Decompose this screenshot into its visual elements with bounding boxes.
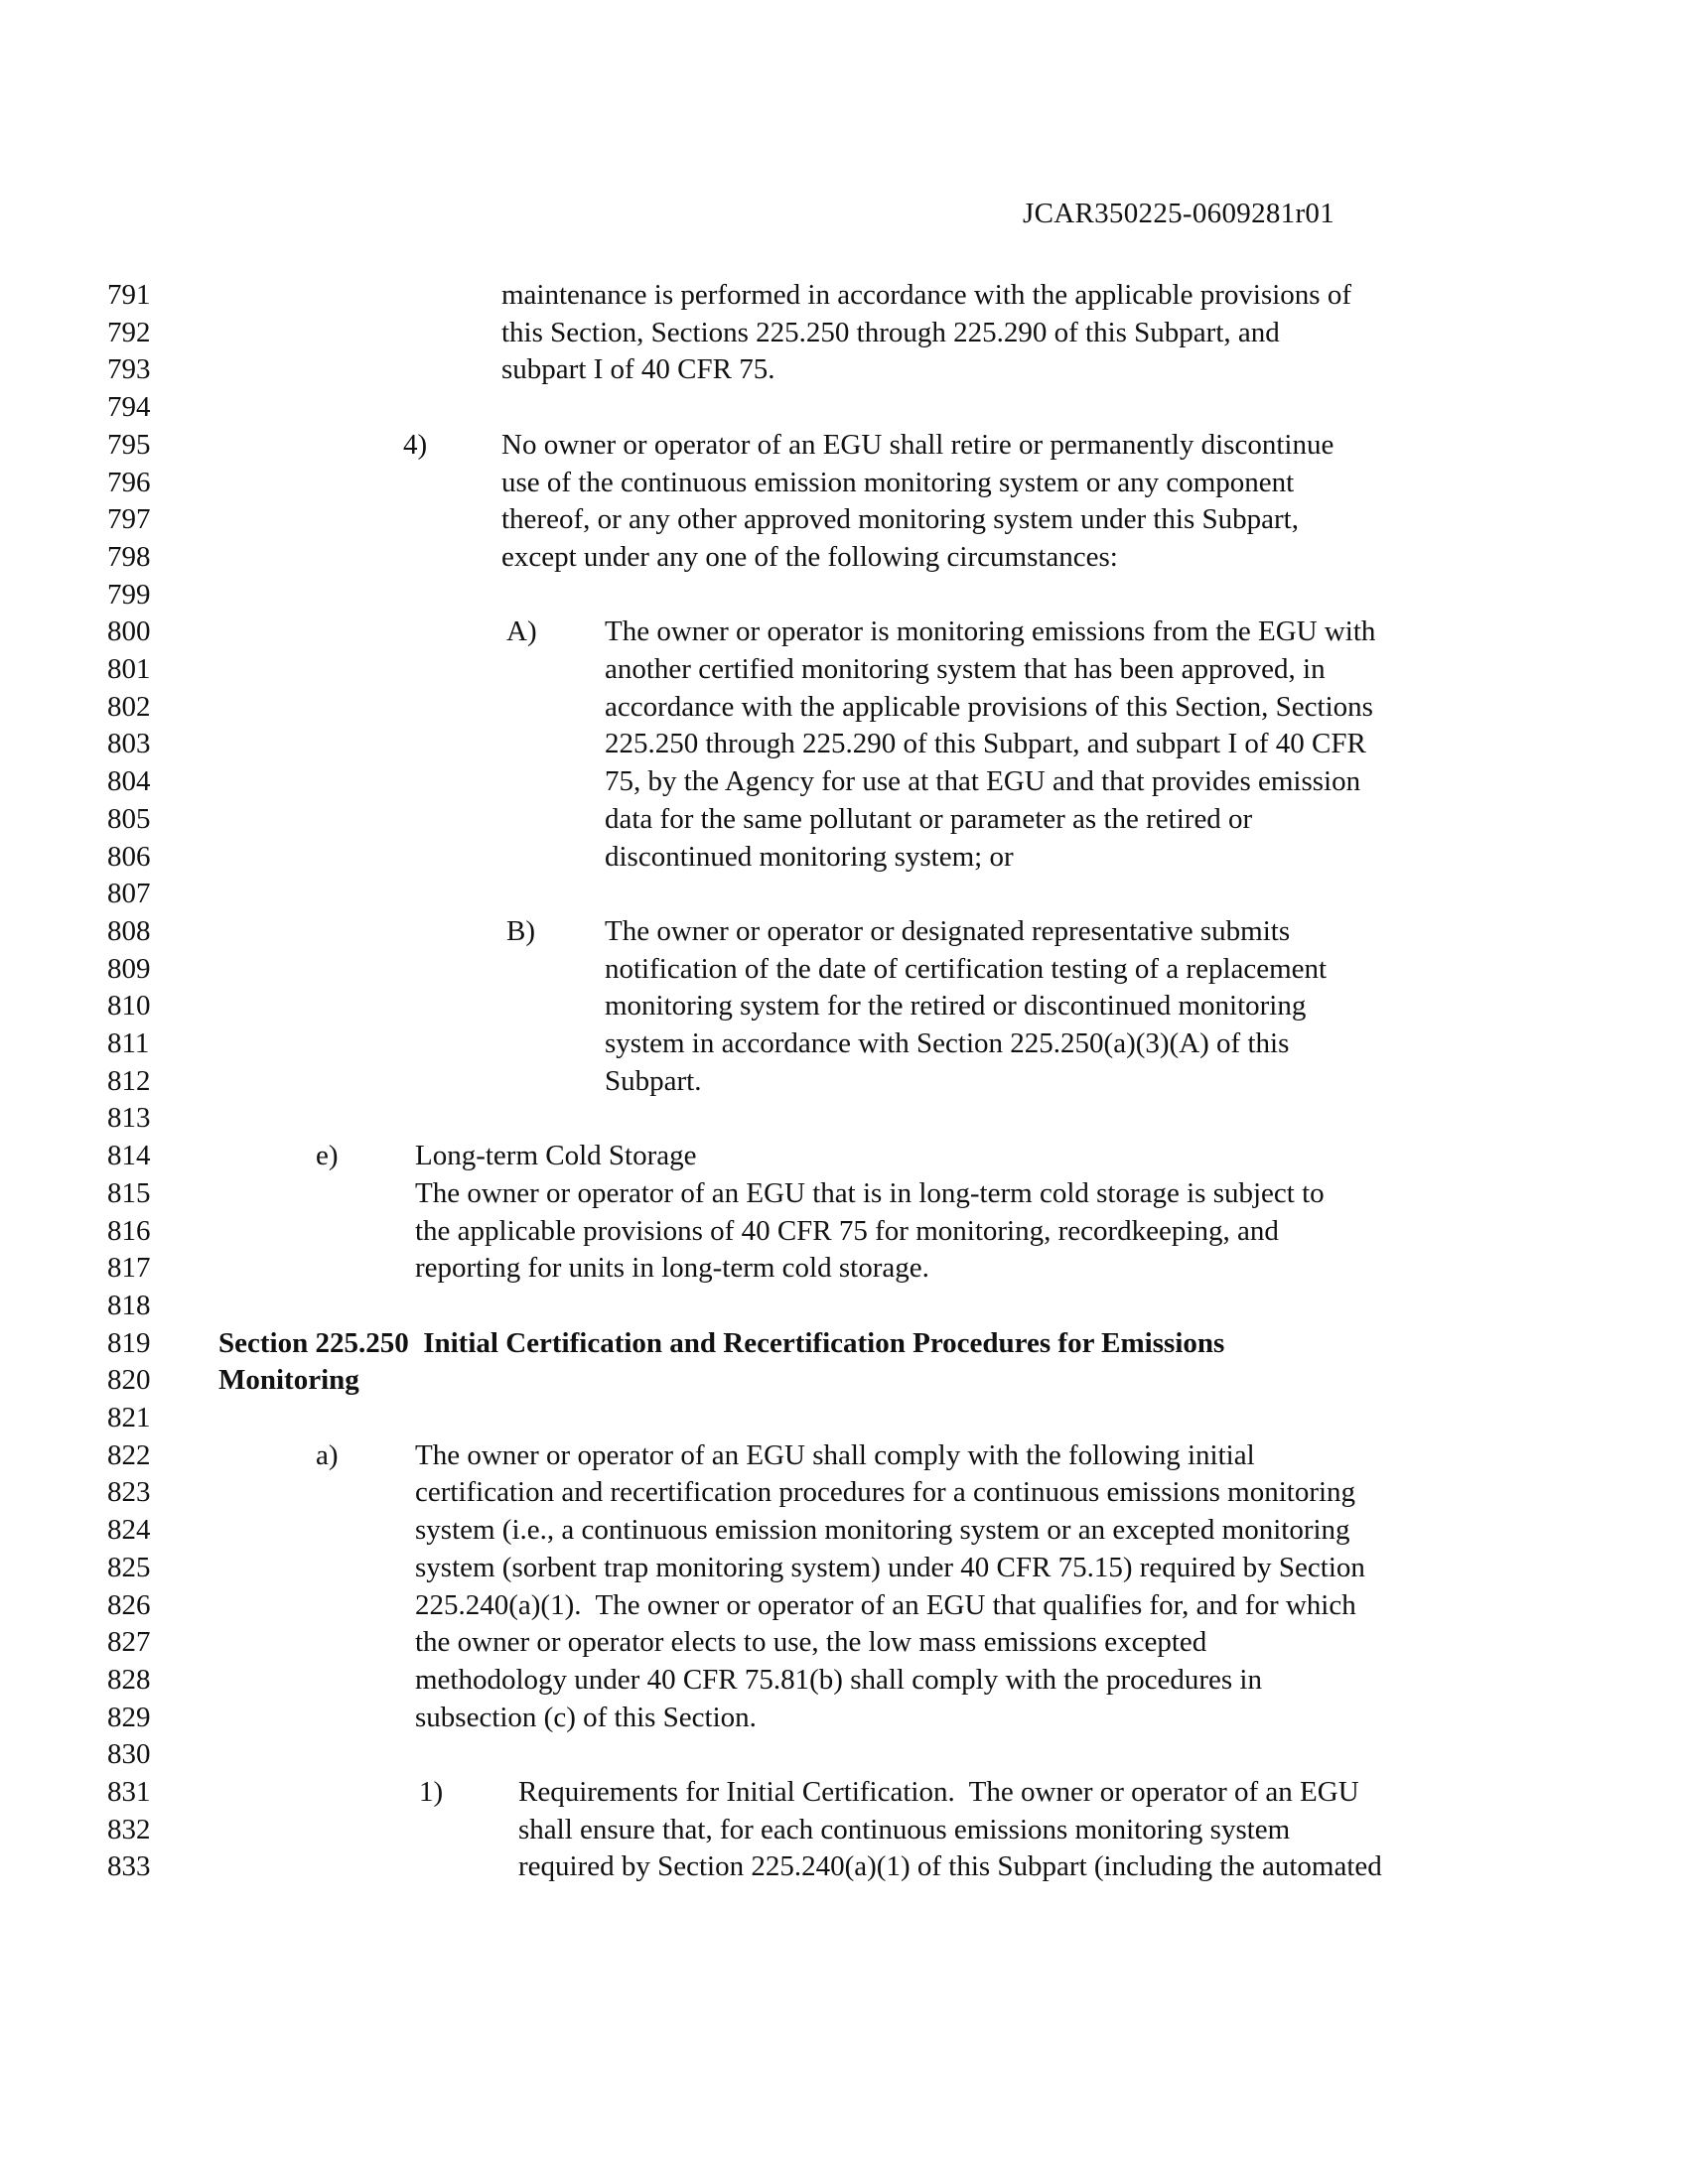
line-number: 829 [107, 1701, 151, 1733]
line-number: 793 [107, 353, 151, 386]
line-number: 796 [107, 466, 151, 498]
document-line [0, 1699, 1684, 1736]
line-number: 819 [107, 1326, 151, 1359]
line-text: the applicable provisions of 40 CFR 75 for monitoring, recordkeeping, and [415, 1214, 1279, 1247]
document-line [0, 650, 1684, 688]
document-line [0, 1847, 1684, 1885]
line-text: shall ensure that, for each continuous emissions monitoring system [518, 1813, 1291, 1845]
document-line [0, 800, 1684, 838]
line-text: 75, by the Agency for use at that EGU and that provides emission [605, 765, 1361, 798]
document-line [0, 1287, 1684, 1324]
document-line [0, 987, 1684, 1024]
line-text: monitoring system for the retired or discontinued monitoring [605, 990, 1307, 1023]
line-number: 826 [107, 1588, 151, 1621]
document-line [0, 1249, 1684, 1287]
document-line [0, 1099, 1684, 1137]
document-line [0, 1511, 1684, 1549]
line-text: use of the continuous emission monitoring system or any component [501, 466, 1295, 498]
document-line [0, 1436, 1684, 1474]
line-number: 823 [107, 1476, 151, 1509]
line-number: 818 [107, 1289, 151, 1321]
line-text: maintenance is performed in accordance with the applicable provisions of [501, 279, 1351, 311]
line-number: 816 [107, 1214, 151, 1247]
line-text: system (sorbent trap monitoring system) under 40 CFR 75.15) required by Section [415, 1551, 1365, 1583]
document-line [0, 1473, 1684, 1511]
line-number: 801 [107, 653, 151, 685]
document-line [0, 875, 1684, 912]
document-line [0, 950, 1684, 988]
line-text: thereof, or any other approved monitoring system under this Subpart, [501, 503, 1299, 536]
line-text: The owner or operator of an EGU shall comply with the following initial [415, 1438, 1255, 1471]
line-text: system in accordance with Section 225.250(a)(3)(A) of this [605, 1027, 1290, 1059]
document-line [0, 1773, 1684, 1811]
line-text: another certified monitoring system that has been approved, in [605, 653, 1326, 685]
line-number: 810 [107, 990, 151, 1023]
line-number: 807 [107, 878, 151, 910]
document-line [0, 1399, 1684, 1436]
document-line [0, 538, 1684, 576]
list-marker: a) [316, 1438, 339, 1471]
document-line [0, 1361, 1684, 1399]
line-text: The owner or operator or designated representative submits [605, 914, 1291, 947]
document-line [0, 1586, 1684, 1624]
document-line [0, 1811, 1684, 1848]
line-text: subsection (c) of this Section. [415, 1701, 757, 1733]
document-line [0, 725, 1684, 762]
line-number: 822 [107, 1438, 151, 1471]
line-number: 817 [107, 1252, 151, 1285]
document-line [0, 388, 1684, 426]
line-text: system (i.e., a continuous emission monitoring system or an excepted monitoring [415, 1514, 1350, 1547]
document-line [0, 1623, 1684, 1661]
list-marker: B) [506, 914, 535, 947]
document-line [0, 838, 1684, 876]
line-number: 799 [107, 578, 151, 611]
document-line [0, 576, 1684, 614]
line-number: 802 [107, 690, 151, 723]
document-line [0, 426, 1684, 464]
line-number: 814 [107, 1140, 151, 1172]
list-marker: 4) [403, 428, 428, 461]
line-number: 820 [107, 1364, 151, 1397]
line-text: Subpart. [605, 1064, 702, 1097]
line-text: data for the same pollutant or parameter as the retired or [605, 802, 1253, 835]
line-number: 797 [107, 503, 151, 536]
document-line [0, 1062, 1684, 1100]
document-line [0, 613, 1684, 650]
document-line [0, 912, 1684, 950]
section-heading: Monitoring [218, 1364, 359, 1397]
document-line [0, 1137, 1684, 1174]
line-text: methodology under 40 CFR 75.81(b) shall comply with the procedures in [415, 1663, 1262, 1696]
line-number: 815 [107, 1176, 151, 1209]
line-text: subpart I of 40 CFR 75. [501, 353, 775, 386]
line-text: the owner or operator elects to use, the low mass emissions excepted [415, 1626, 1207, 1659]
document-line [0, 1024, 1684, 1062]
line-text: required by Section 225.240(a)(1) of this Subpart (including the automated [518, 1850, 1382, 1883]
line-text: this Section, Sections 225.250 through 225.290 of this Subpart, and [501, 316, 1280, 348]
line-text: Long-term Cold Storage [415, 1140, 697, 1172]
line-text: 225.240(a)(1). The owner or operator of an EGU that qualifies for, and for which [415, 1588, 1356, 1621]
line-text: Requirements for Initial Certification. The owner or operator of an EGU [518, 1776, 1359, 1808]
line-number: 803 [107, 728, 151, 760]
line-text: notification of the date of certification testing of a replacement [605, 952, 1328, 985]
document-line [0, 1549, 1684, 1586]
line-number: 808 [107, 914, 151, 947]
document-line [0, 1174, 1684, 1212]
line-text: certification and recertification procedures for a continuous emissions monitoring [415, 1476, 1356, 1509]
document-line [0, 688, 1684, 726]
line-text: The owner or operator is monitoring emissions from the EGU with [605, 615, 1376, 648]
section-heading: Section 225.250 Initial Certification and Recertification Procedures for Emissions [218, 1326, 1225, 1359]
line-number: 825 [107, 1551, 151, 1583]
document-line [0, 762, 1684, 800]
line-number: 832 [107, 1813, 151, 1845]
document-line [0, 1212, 1684, 1250]
line-text: except under any one of the following circumstances: [501, 540, 1118, 573]
document-line [0, 350, 1684, 388]
document-line [0, 276, 1684, 314]
document-line [0, 1735, 1684, 1773]
list-marker: e) [316, 1140, 339, 1172]
document-line [0, 1661, 1684, 1699]
line-number: 809 [107, 952, 151, 985]
document-line [0, 1324, 1684, 1362]
line-number: 828 [107, 1663, 151, 1696]
line-number: 805 [107, 802, 151, 835]
line-number: 833 [107, 1850, 151, 1883]
line-text: accordance with the applicable provisions of this Section, Sections [605, 690, 1373, 723]
document-id: JCAR350225-0609281r01 [1023, 198, 1335, 229]
line-number: 806 [107, 840, 151, 873]
document-line [0, 500, 1684, 538]
line-number: 824 [107, 1514, 151, 1547]
line-text: No owner or operator of an EGU shall retire or permanently discontinue [501, 428, 1334, 461]
line-number: 794 [107, 391, 151, 424]
line-number: 813 [107, 1102, 151, 1135]
line-number: 821 [107, 1402, 151, 1433]
line-number: 831 [107, 1776, 151, 1808]
line-number: 830 [107, 1738, 151, 1771]
line-number: 795 [107, 428, 151, 461]
document-line [0, 464, 1684, 501]
line-number: 791 [107, 279, 151, 311]
list-marker: 1) [419, 1776, 444, 1808]
line-text: 225.250 through 225.290 of this Subpart, and subpart I of 40 CFR [605, 728, 1366, 760]
document-line [0, 314, 1684, 351]
line-number: 792 [107, 316, 151, 348]
line-text: discontinued monitoring system; or [605, 840, 1014, 873]
line-number: 827 [107, 1626, 151, 1659]
line-text: reporting for units in long-term cold storage. [415, 1252, 929, 1285]
list-marker: A) [506, 615, 537, 648]
line-number: 798 [107, 540, 151, 573]
line-number: 811 [107, 1027, 150, 1059]
line-text: The owner or operator of an EGU that is in long-term cold storage is subject to [415, 1176, 1325, 1209]
line-number: 812 [107, 1064, 151, 1097]
line-number: 804 [107, 765, 151, 798]
line-number: 800 [107, 615, 151, 648]
